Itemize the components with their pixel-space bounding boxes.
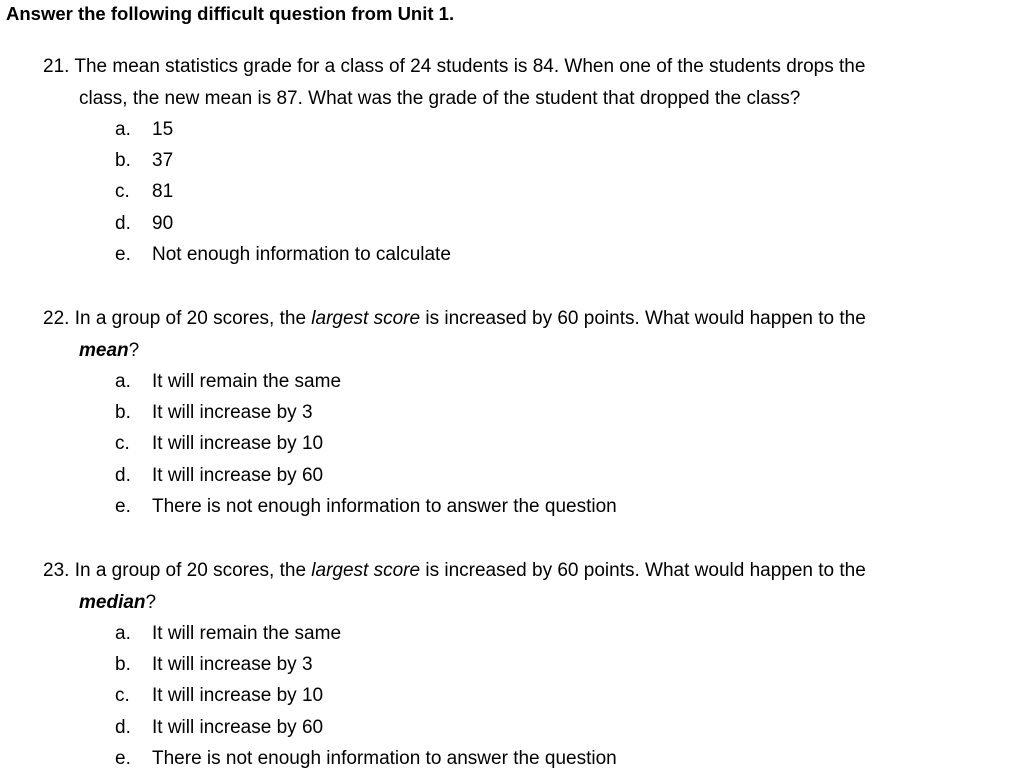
option-text: It will remain the same (152, 623, 342, 644)
question-text: ? (128, 339, 140, 361)
question-text-line (43, 51, 1003, 83)
question-text-line (43, 555, 1003, 587)
option-b (43, 145, 1003, 176)
question-text: In a group of 20 scores, the (74, 308, 312, 329)
question-text-line (43, 303, 1003, 335)
option-e (43, 743, 1003, 774)
emphasis-largest-score: largest score (311, 560, 421, 581)
option-letter: a. (115, 371, 131, 392)
answer-options (43, 366, 1003, 522)
option-a (43, 114, 1003, 145)
answer-options (43, 114, 1003, 270)
question-text: ? (145, 591, 157, 613)
question-number: 23. (43, 560, 70, 581)
option-letter: b. (115, 402, 131, 424)
option-text: It will increase by 3 (152, 402, 313, 424)
emphasis-median: median (79, 591, 146, 613)
option-text: There is not enough information to answer the question (152, 747, 617, 769)
question-text: is increased by 60 points. What would happen to the (420, 308, 866, 329)
option-text: It will increase by 10 (152, 433, 324, 455)
question-text-line (43, 335, 1003, 367)
option-b (43, 397, 1003, 428)
question-22 (43, 303, 1003, 522)
question-23 (43, 555, 1003, 774)
option-c (43, 680, 1003, 711)
option-text: 15 (152, 119, 174, 140)
option-text: There is not enough information to answer the question (152, 495, 617, 517)
emphasis-mean: mean (79, 339, 129, 361)
option-letter: d. (115, 464, 131, 486)
question-text: The mean statistics grade for a class of 24 students is 84. When one of the students drops the (74, 56, 866, 77)
question-text: class, the new mean is 87. What was the grade of the student that dropped the class? (79, 87, 801, 109)
option-text: It will increase by 10 (152, 685, 324, 707)
option-letter: a. (115, 119, 131, 140)
option-letter: b. (115, 654, 131, 676)
option-d (43, 712, 1003, 743)
option-c (43, 176, 1003, 207)
option-letter: c. (115, 433, 130, 455)
emphasis-largest-score: largest score (311, 308, 421, 329)
question-text-line (43, 587, 1003, 619)
question-text-line (43, 83, 1003, 115)
option-e (43, 491, 1003, 522)
option-letter: e. (115, 747, 131, 769)
option-letter: d. (115, 212, 131, 234)
option-text: 81 (152, 181, 174, 203)
option-letter: c. (115, 181, 130, 203)
option-d (43, 208, 1003, 239)
option-a (43, 366, 1003, 397)
option-text: 90 (152, 212, 174, 234)
option-text: It will remain the same (152, 371, 342, 392)
question-number: 21. (43, 56, 70, 77)
option-e (43, 239, 1003, 270)
question-21 (43, 51, 1003, 270)
option-letter: a. (115, 623, 131, 644)
page-title: Answer the following difficult question from Unit 1. (6, 3, 455, 24)
option-c (43, 428, 1003, 459)
option-letter: e. (115, 243, 131, 265)
question-text: In a group of 20 scores, the (74, 560, 312, 581)
option-text: 37 (152, 150, 174, 172)
option-letter: e. (115, 495, 131, 517)
option-text: It will increase by 3 (152, 654, 313, 676)
question-text: is increased by 60 points. What would happen to the (420, 560, 866, 581)
option-letter: c. (115, 685, 130, 707)
option-letter: b. (115, 150, 131, 172)
option-b (43, 649, 1003, 680)
question-number: 22. (43, 308, 70, 329)
option-letter: d. (115, 716, 131, 738)
answer-options (43, 618, 1003, 774)
option-text: Not enough information to calculate (152, 243, 451, 265)
option-a (43, 618, 1003, 649)
option-d (43, 460, 1003, 491)
option-text: It will increase by 60 (152, 464, 324, 486)
option-text: It will increase by 60 (152, 716, 324, 738)
